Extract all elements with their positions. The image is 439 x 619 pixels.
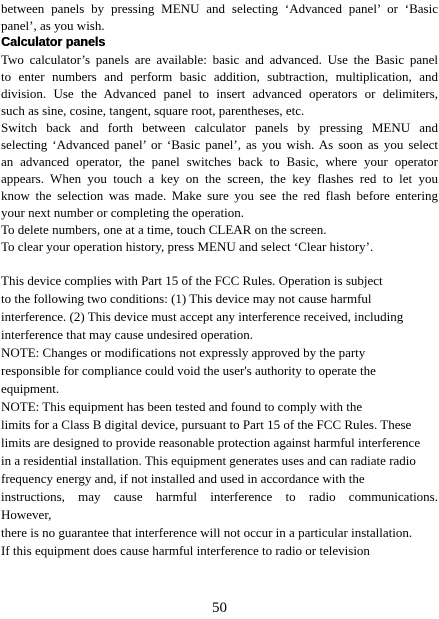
body-text-line: Switch back and forth between calculator panels by pressing MENU and (1, 120, 438, 135)
body-text-line: equipment. (1, 381, 60, 396)
body-text-line: know the selection was made. Make sure you see the red flash before entering (1, 188, 438, 203)
document-page (1, 0, 438, 619)
body-text-line: interference. (2) This device must accept any interference received, including (1, 309, 404, 324)
body-text-line: your next number or completing the operation. (1, 205, 244, 220)
body-text-line: limits for a Class B digital device, pursuant to Part 15 of the FCC Rules. These (1, 417, 412, 432)
body-text-line: appears. When you touch a key on the screen, the key flashes red to let you (1, 171, 438, 186)
body-text-line: in a residential installation. This equipment generates uses and can radiate radio (1, 453, 416, 468)
body-text-line: an advanced operator, the panel switches back to Basic, where your operator (1, 154, 438, 169)
body-text-line: to the following two conditions: (1) This device may not cause harmful (1, 291, 372, 306)
body-text-line: selecting ‘Advanced panel’ or ‘Basic panel’, as you wish. As soon as you select (1, 137, 438, 152)
body-text-line: To delete numbers, one at a time, touch CLEAR on the screen. (1, 222, 327, 237)
body-text-line: Two calculator’s panels are available: basic and advanced. Use the Basic panel (1, 52, 438, 67)
body-text-line: limits are designed to provide reasonable protection against harmful interference (1, 435, 421, 450)
body-text-line: To clear your operation history, press MENU and select ‘Clear history’. (1, 239, 374, 254)
body-text-line: such as sine, cosine, tangent, square root, parentheses, etc. (1, 103, 305, 118)
body-text-line: This device complies with Part 15 of the FCC Rules. Operation is subject (1, 273, 383, 288)
body-text-line: to enter numbers and perform basic addition, subtraction, multiplication, and (1, 69, 438, 84)
page-number: 50 (212, 600, 227, 616)
section-heading: Calculator panels (1, 35, 106, 49)
body-text-line: between panels by pressing MENU and selecting ‘Advanced panel’ or ‘Basic (1, 1, 438, 16)
body-text-line: there is no guarantee that interference will not occur in a particular installation. (1, 525, 413, 540)
body-text-line: panel’, as you wish. (1, 18, 105, 33)
body-text-line: instructions, may cause harmful interference to radio communications. (1, 489, 438, 504)
body-text-line: NOTE: Changes or modifications not expressly approved by the party (1, 345, 366, 360)
body-text-line: NOTE: This equipment has been tested and found to comply with the (1, 399, 363, 414)
body-text-line: If this equipment does cause harmful interference to radio or television (1, 543, 370, 558)
body-text-line: However, (1, 507, 52, 522)
body-text-line: responsible for compliance could void the user's authority to operate the (1, 363, 376, 378)
body-text-line: frequency energy and, if not installed and used in accordance with the (1, 471, 365, 486)
body-text-line: interference that may cause undesired operation. (1, 327, 253, 342)
body-text-line: division. Use the Advanced panel to insert advanced operators or delimiters, (1, 86, 438, 101)
